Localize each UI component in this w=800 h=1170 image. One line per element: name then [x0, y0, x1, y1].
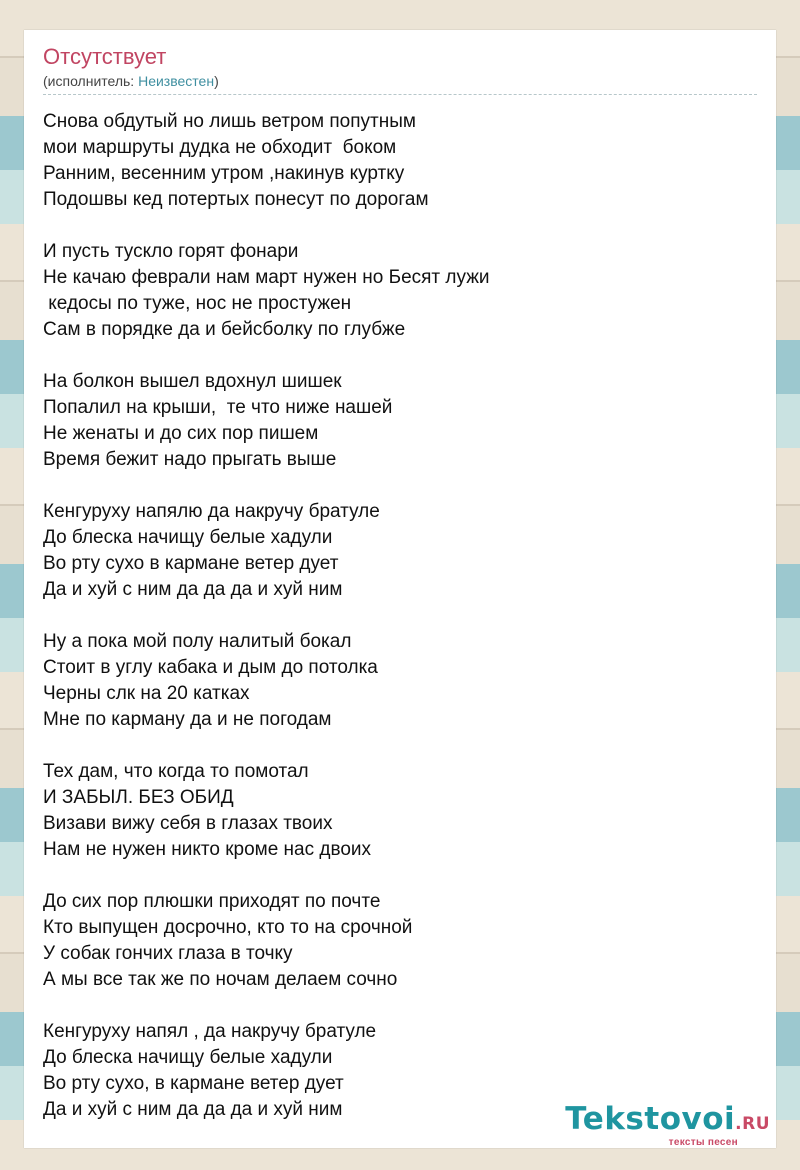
lyrics-stanza: [43, 889, 757, 993]
lyrics-stanza: [43, 239, 757, 343]
logo-tld: .RU: [735, 1114, 770, 1134]
lyrics-stanza: [43, 759, 757, 863]
lyrics-stanza: [43, 109, 757, 213]
lyrics-line: Не женаты и до сих пор пишем: [43, 423, 319, 444]
lyrics-line: Стоит в углу кабака и дым до потолка: [43, 657, 378, 678]
lyrics-line: Не качаю феврали нам март нужен но Бесят лужи: [43, 267, 490, 288]
lyrics-line: Да и хуй с ним да да да и хуй ним: [43, 579, 343, 600]
lyrics-stanza: [43, 629, 757, 733]
lyrics-line: Визави вижу себя в глазах твоих: [43, 813, 333, 834]
lyrics-body: [43, 109, 757, 1123]
lyrics-line: Кенгуруху напялю да накручу братуле: [43, 501, 380, 522]
lyrics-stanza: [43, 369, 757, 473]
lyrics-line: До блеска начищу белые хадули: [43, 527, 333, 548]
lyrics-line: кедосы по туже, нос не простужен: [43, 293, 352, 314]
lyrics-line: Черны слк на 20 катках: [43, 683, 250, 704]
lyrics-line: Тех дам, что когда то помотал: [43, 761, 309, 782]
lyrics-line: Попалил на крыши, те что ниже нашей: [43, 397, 393, 418]
lyrics-line: Нам не нужен никто кроме нас двоих: [43, 839, 372, 860]
lyrics-line: Во рту сухо, в кармане ветер дует: [43, 1073, 344, 1094]
artist-line: [43, 72, 757, 95]
lyrics-line: мои маршруты дудка не обходит боком: [43, 137, 397, 158]
lyrics-line: Да и хуй с ним да да да и хуй ним: [43, 1099, 343, 1120]
lyrics-stanza: [43, 499, 757, 603]
lyrics-line: Сам в порядке да и бейсболку по глубже: [43, 319, 406, 340]
lyrics-line: До сих пор плюшки приходят по почте: [43, 891, 381, 912]
lyrics-line: До блеска начищу белые хадули: [43, 1047, 333, 1068]
lyrics-line: Ну а пока мой полу налитый бокал: [43, 631, 352, 652]
artist-prefix: (исполнитель:: [43, 73, 139, 89]
logo-name: Tekstovoi: [565, 1101, 736, 1137]
artist-suffix: ): [214, 73, 219, 89]
lyrics-line: Кто выпущен досрочно, кто то на срочной: [43, 917, 413, 938]
lyrics-line: Кенгуруху напял , да накручу братуле: [43, 1021, 377, 1042]
logo-wordmark: [565, 1103, 770, 1140]
lyrics-line: Во рту сухо в кармане ветер дует: [43, 553, 339, 574]
artist-link[interactable]: Неизвестен: [138, 73, 215, 89]
lyrics-panel: [24, 30, 776, 1148]
lyrics-line: На болкон вышел вдохнул шишек: [43, 371, 342, 392]
lyrics-line: А мы все так же по ночам делаем сочно: [43, 969, 398, 990]
song-title: Отсутствует: [43, 44, 167, 69]
lyrics-line: Ранним, весенним утром ,накинув куртку: [43, 163, 405, 184]
lyrics-line: И пусть тускло горят фонари: [43, 241, 299, 262]
lyrics-line: Снова обдутый но лишь ветром попутным: [43, 111, 416, 132]
lyrics-line: Время бежит надо прыгать выше: [43, 449, 337, 470]
lyrics-line: Подошвы кед потертых понесут по дорогам: [43, 189, 429, 210]
logo-tagline: тексты песен: [668, 1137, 738, 1148]
lyrics-line: У собак гончих глаза в точку: [43, 943, 293, 964]
site-logo[interactable]: [565, 1103, 770, 1148]
lyrics-line: И ЗАБЫЛ. БЕЗ ОБИД: [43, 787, 234, 808]
lyrics-line: Мне по карману да и не погодам: [43, 709, 332, 730]
